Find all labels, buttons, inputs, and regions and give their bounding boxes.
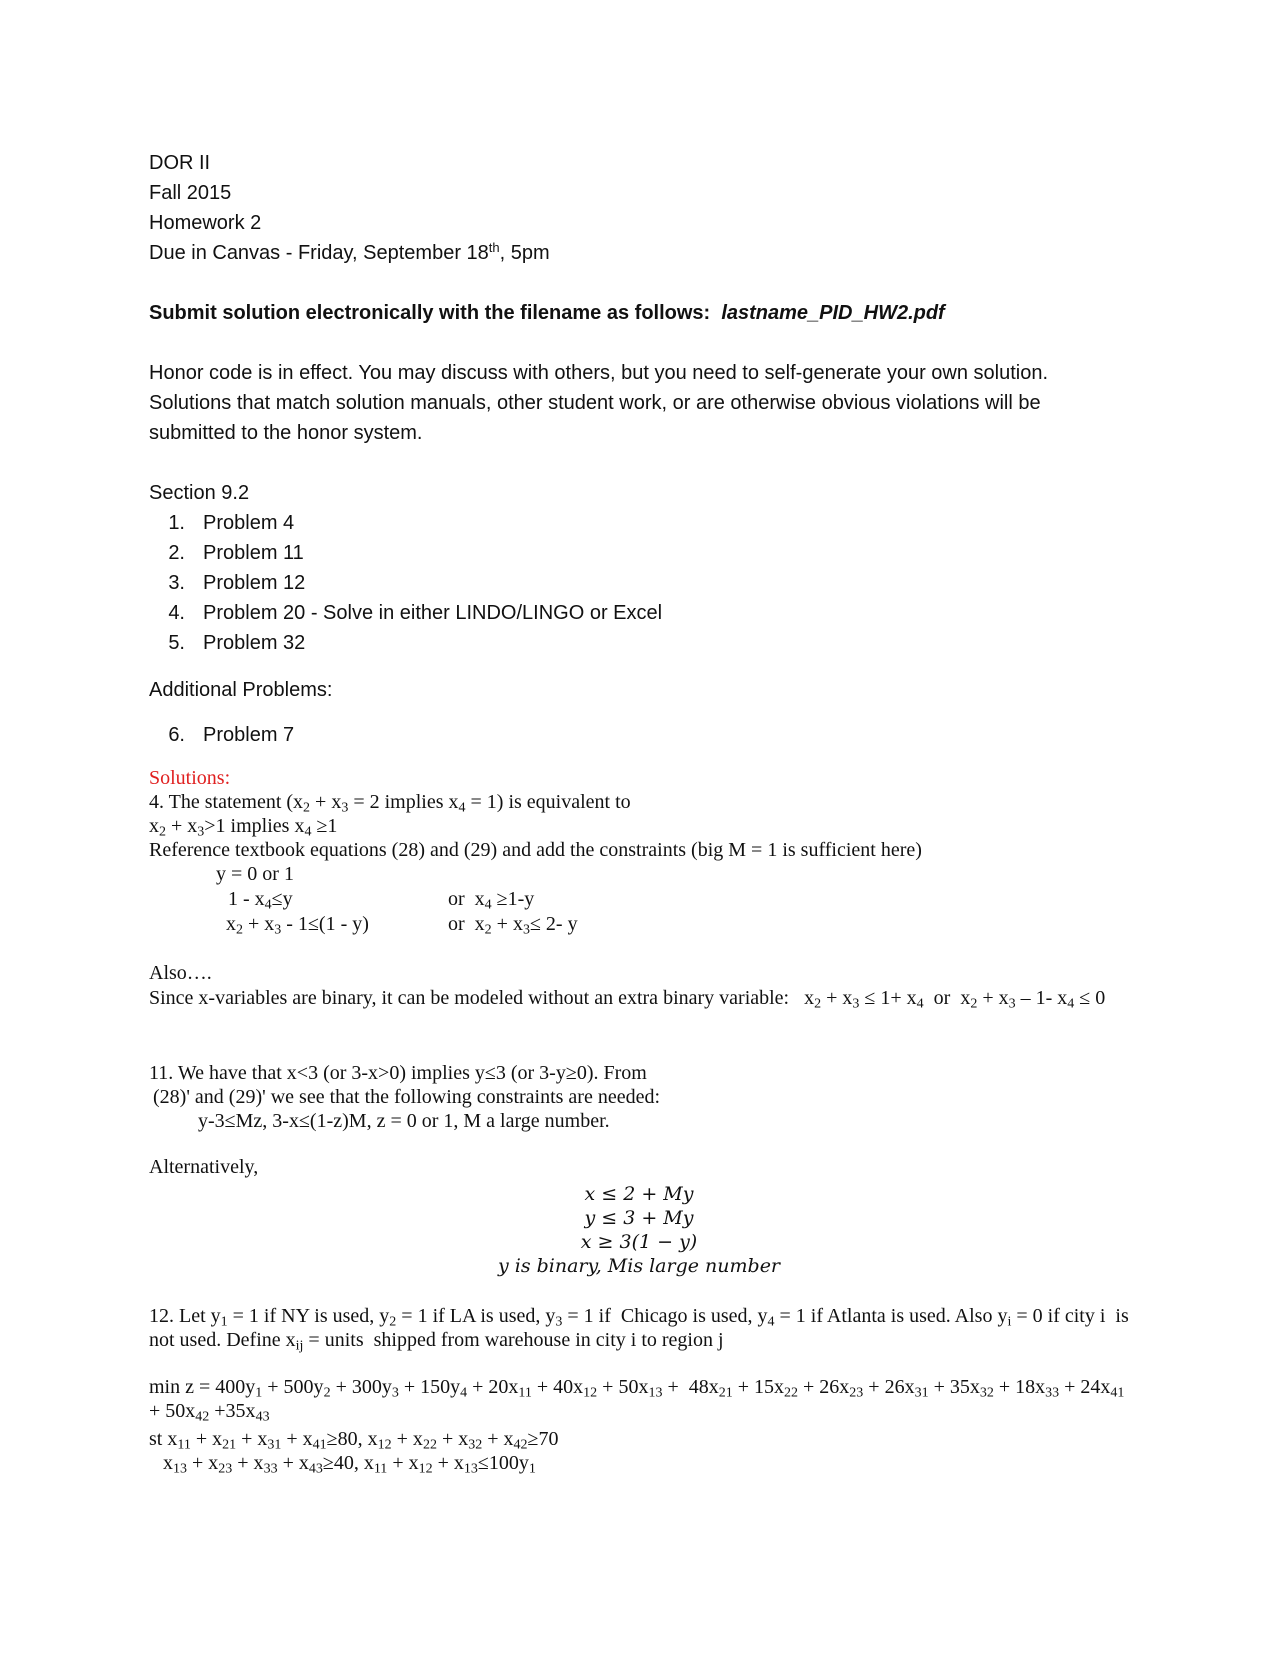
list-item [149,572,305,595]
objective-line-1: $\min z = 400y_1 + 500y_2 + 300y_3 + 150y_4 + 20x_{11} + 40x_{12} + 50x_{13} + 48x_{21} + 15x_{22} + 26x_{23} + 26x_{31} + 35x_{32} + 18x_{33} + 24x_{41}$ [149,1376,1125,1401]
list-label: Problem 7 [203,724,295,746]
constraint-line-1: st $x_{11} + x_{21} + x_{31} + x_{41}\ge 80$, $x_{12} + x_{22} + x_{32} + x_{42}\ge 70$ [149,1428,559,1453]
submit-instructions [149,302,945,325]
solutions-heading: Solutions: [149,767,231,789]
constraint-line-2: $x_{13} + x_{23} + x_{33} + x_{43}\ge 40$, $x_{11} + x_{12} + x_{13}\le 100y_1$ [163,1452,536,1477]
additional-title: Additional Problems: [149,679,333,701]
solution-4-also: Also…. [149,962,212,984]
solution-12-define: not used. Define x [149,1329,296,1351]
list-number: 3. [168,572,185,594]
honor-line-1: Honor code is in effect. You may discuss with others, but you need to self-generate your own solution. [149,362,1049,384]
list-label: Problem 20 - Solve in either LINDO/LINGO or Excel [203,602,663,624]
math-equation-1: x ≤ 2 + My [584,1183,694,1205]
honor-line-3: submitted to the honor system. [149,422,423,444]
submit-text: Submit solution electronically with the filename as follows: [149,302,711,324]
due-superscript: th [488,239,500,255]
solution-4-constraint-2-alt: or $x_2 + x_3\le 2-$ y [448,913,578,938]
list-number: 5. [168,632,185,654]
list-label: Problem 32 [203,632,306,654]
list-number: 2. [168,542,185,564]
list-number: 4. [168,602,185,624]
solution-4-constraint-2: $x_2 + x_3 - 1\le(1 - y)$ [226,913,369,938]
solution-4-constraint-1: $1 - x_4\le y$ [228,888,293,913]
solution-11-line-2: (28)' and (29)' we see that the following constraints are needed: [153,1086,661,1108]
list-item [149,602,662,625]
list-label: Problem 12 [203,572,306,594]
list-item [149,512,294,535]
assignment-title: Homework 2 [149,212,262,234]
list-number: 1. [168,512,185,534]
list-label: Problem 11 [203,542,304,564]
math-equation-3: x ≥ 3(1 − y) [580,1231,698,1253]
section-title: Section 9.2 [149,482,250,504]
list-item [149,632,305,655]
list-item [149,724,294,747]
honor-line-2: Solutions that match solution manuals, other student work, or are otherwise obvious violations will be [149,392,1041,414]
due-date [149,239,550,265]
due-prefix: Due in Canvas - Friday, September 18 [149,242,489,264]
solution-4-line-1: 4. The statement ($x_2 + x_3 = 2$ implies $x_4 = 1$) is equivalent to [149,791,631,816]
solution-4-reference: Reference textbook equations (28) and (29) and add the constraints (big M = 1 is sufficient here) [149,839,922,861]
submit-filename: lastname_PID_HW2.pdf [721,302,945,324]
course-name: DOR II [149,152,211,174]
solution-12-line-2: not used. Define $x_{ij}$ = units shipped from warehouse in city i to region j [149,1329,724,1354]
solution-4-alternative: Since x-variables are binary, it can be modeled without an extra binary variable: $x_2 + x_3 \le 1+ x_4$ or $x_2 + x_3 - 1-$ $x_4 \le 0$ [149,987,1106,1012]
math-equation-4: y is binary, Mis large number [497,1255,781,1277]
solution-4-constraint-1-alt: or $x_4 \ge 1-y$ [448,888,535,913]
solution-4-line-2: $x_2 + x_3>1$ implies $x_4 \ge 1$ [149,815,338,840]
solution-11-line-3: y-3≤Mz, 3-x≤(1-z)M, z = 0 or 1, M a large number. [198,1110,610,1132]
objective-line-2: + $50x_{42} +35x_{43}$ [149,1400,270,1425]
term: Fall 2015 [149,182,232,204]
solution-11-line-1: 11. We have that x<3 (or 3-x>0) implies y≤3 (or 3-y≥0). From [149,1062,647,1084]
math-equation-2: y ≤ 3 + My [584,1207,694,1229]
solution-4-binary: y = 0 or 1 [216,863,294,885]
list-item [149,542,304,565]
solution-12-line-1: 12. Let $y_1 = 1$ if NY is used, $y_2 = 1$ if LA is used, $y_3 = 1$ if Chicago is used, $y_4 = 1$ if Atlanta is used. Also $y_i = 0$ if city i is [149,1305,1129,1330]
list-label: Problem 4 [203,512,295,534]
list-number: 6. [168,724,185,746]
solution-11-alternatively: Alternatively, [149,1156,259,1178]
due-suffix: , 5pm [499,242,550,264]
